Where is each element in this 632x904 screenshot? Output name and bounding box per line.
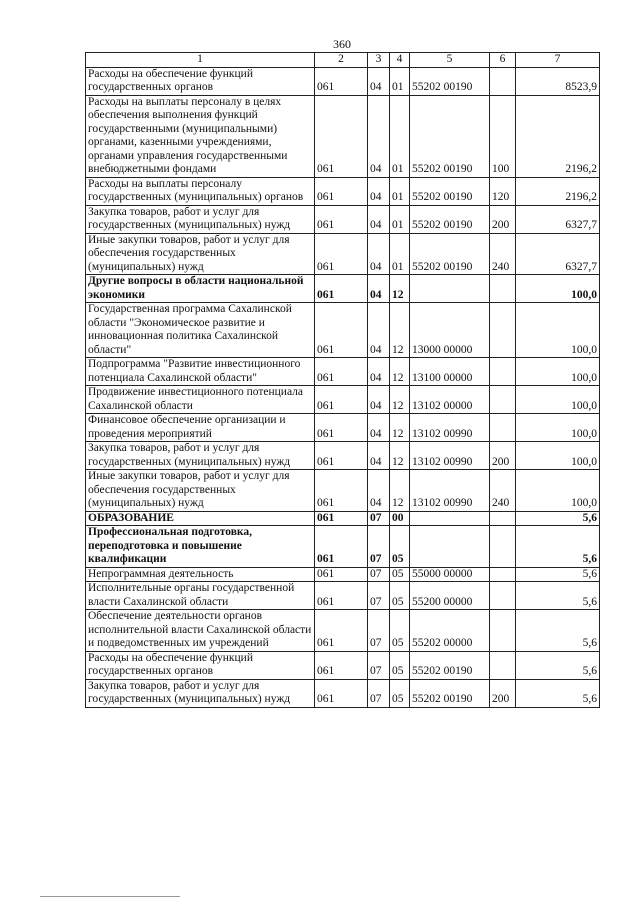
- table-row: [86, 511, 600, 526]
- cell-subsection: 12: [390, 442, 410, 470]
- cell-amount: 2196,2: [516, 177, 600, 205]
- cell-subsection: 05: [390, 567, 410, 582]
- cell-expense-type: 200: [490, 442, 516, 470]
- cell-amount: 6327,7: [516, 233, 600, 275]
- cell-subsection: 05: [390, 679, 410, 707]
- cell-section: 04: [368, 414, 390, 442]
- cell-amount: 100,0: [516, 470, 600, 512]
- column-header: 1: [86, 53, 315, 68]
- table-row: [86, 582, 600, 610]
- page-number: 360: [333, 37, 351, 51]
- table-row: [86, 651, 600, 679]
- cell-section: 04: [368, 470, 390, 512]
- row-name: Иные закупки товаров, работ и услуг для обеспечения государственных (муниципальных) нужд: [86, 470, 315, 512]
- row-name: Непрограммная деятельность: [86, 567, 315, 582]
- cell-expense-type: [490, 511, 516, 526]
- cell-amount: 5,6: [516, 610, 600, 652]
- cell-ministry-code: 061: [315, 233, 368, 275]
- cell-subsection: 01: [390, 233, 410, 275]
- cell-amount: 100,0: [516, 358, 600, 386]
- cell-section: 07: [368, 511, 390, 526]
- cell-expense-type: [490, 414, 516, 442]
- row-name: Расходы на обеспечение функций государственных органов: [86, 67, 315, 95]
- column-header: 4: [390, 53, 410, 68]
- cell-section: 04: [368, 95, 390, 177]
- cell-subsection: 12: [390, 386, 410, 414]
- cell-amount: 5,6: [516, 679, 600, 707]
- table-row: [86, 67, 600, 95]
- cell-subsection: 12: [390, 303, 410, 358]
- row-name: Расходы на обеспечение функций государственных органов: [86, 651, 315, 679]
- cell-subsection: 05: [390, 526, 410, 568]
- cell-target-article: 13102 00000: [410, 386, 490, 414]
- cell-ministry-code: 061: [315, 610, 368, 652]
- cell-expense-type: 200: [490, 679, 516, 707]
- cell-ministry-code: 061: [315, 651, 368, 679]
- column-header: 7: [516, 53, 600, 68]
- cell-ministry-code: 061: [315, 582, 368, 610]
- row-name: Государственная программа Сахалинской области "Экономическое развитие и инновационная политика Сахалинской области": [86, 303, 315, 358]
- cell-ministry-code: 061: [315, 205, 368, 233]
- cell-ministry-code: 061: [315, 386, 368, 414]
- cell-target-article: 55202 00190: [410, 651, 490, 679]
- cell-expense-type: [490, 610, 516, 652]
- table-row: [86, 95, 600, 177]
- cell-subsection: 12: [390, 470, 410, 512]
- table-row: [86, 233, 600, 275]
- column-header: 3: [368, 53, 390, 68]
- cell-amount: 5,6: [516, 567, 600, 582]
- cell-amount: 5,6: [516, 651, 600, 679]
- cell-ministry-code: 061: [315, 442, 368, 470]
- cell-ministry-code: 061: [315, 414, 368, 442]
- cell-expense-type: [490, 651, 516, 679]
- cell-amount: 5,6: [516, 526, 600, 568]
- row-name: Обеспечение деятельности органов исполнительной власти Сахалинской области и подведомственных им учреждений: [86, 610, 315, 652]
- row-name: ОБРАЗОВАНИЕ: [86, 511, 315, 526]
- table-row: [86, 470, 600, 512]
- row-name: Исполнительные органы государственной власти Сахалинской области: [86, 582, 315, 610]
- cell-subsection: 12: [390, 358, 410, 386]
- table-row: [86, 442, 600, 470]
- cell-ministry-code: 061: [315, 679, 368, 707]
- cell-target-article: 55202 00190: [410, 67, 490, 95]
- cell-target-article: 55202 00190: [410, 95, 490, 177]
- cell-target-article: 13100 00000: [410, 358, 490, 386]
- cell-target-article: 55202 00190: [410, 177, 490, 205]
- cell-subsection: 01: [390, 177, 410, 205]
- cell-subsection: 05: [390, 582, 410, 610]
- row-name: Финансовое обеспечение организации и проведения мероприятий: [86, 414, 315, 442]
- cell-amount: 6327,7: [516, 205, 600, 233]
- cell-expense-type: [490, 67, 516, 95]
- cell-expense-type: [490, 386, 516, 414]
- cell-expense-type: 240: [490, 233, 516, 275]
- cell-section: 04: [368, 303, 390, 358]
- cell-expense-type: [490, 567, 516, 582]
- cell-section: 04: [368, 442, 390, 470]
- table-row: [86, 358, 600, 386]
- cell-target-article: [410, 511, 490, 526]
- table-row: [86, 205, 600, 233]
- cell-section: 04: [368, 177, 390, 205]
- cell-section: 07: [368, 679, 390, 707]
- cell-subsection: 05: [390, 651, 410, 679]
- row-name: Продвижение инвестиционного потенциала Сахалинской области: [86, 386, 315, 414]
- cell-amount: 5,6: [516, 582, 600, 610]
- row-name: Профессиональная подготовка, переподготовка и повышение квалификации: [86, 526, 315, 568]
- row-name: Иные закупки товаров, работ и услуг для обеспечения государственных (муниципальных) нужд: [86, 233, 315, 275]
- cell-target-article: 55200 00000: [410, 582, 490, 610]
- cell-amount: 5,6: [516, 511, 600, 526]
- cell-ministry-code: 061: [315, 177, 368, 205]
- table-row: [86, 414, 600, 442]
- cell-target-article: [410, 275, 490, 303]
- cell-subsection: 00: [390, 511, 410, 526]
- cell-section: 07: [368, 582, 390, 610]
- row-name: Закупка товаров, работ и услуг для государственных (муниципальных) нужд: [86, 679, 315, 707]
- cell-ministry-code: 061: [315, 67, 368, 95]
- table-row: [86, 679, 600, 707]
- cell-target-article: 55202 00000: [410, 610, 490, 652]
- cell-ministry-code: 061: [315, 511, 368, 526]
- cell-amount: 100,0: [516, 442, 600, 470]
- cell-expense-type: [490, 582, 516, 610]
- row-name: Другие вопросы в области национальной экономики: [86, 275, 315, 303]
- cell-target-article: 55202 00190: [410, 233, 490, 275]
- cell-amount: 100,0: [516, 386, 600, 414]
- row-name: Закупка товаров, работ и услуг для государственных (муниципальных) нужд: [86, 442, 315, 470]
- cell-target-article: 13102 00990: [410, 470, 490, 512]
- cell-expense-type: 200: [490, 205, 516, 233]
- cell-section: 04: [368, 205, 390, 233]
- cell-expense-type: [490, 358, 516, 386]
- cell-subsection: 01: [390, 67, 410, 95]
- table-row: [86, 526, 600, 568]
- cell-ministry-code: 061: [315, 567, 368, 582]
- budget-table: [85, 52, 600, 708]
- table-row: [86, 610, 600, 652]
- cell-section: 04: [368, 67, 390, 95]
- table-row: [86, 386, 600, 414]
- cell-section: 04: [368, 358, 390, 386]
- cell-amount: 100,0: [516, 303, 600, 358]
- cell-expense-type: [490, 303, 516, 358]
- table-row: [86, 177, 600, 205]
- cell-amount: 100,0: [516, 414, 600, 442]
- cell-expense-type: 100: [490, 95, 516, 177]
- cell-target-article: [410, 526, 490, 568]
- footer-rule: [40, 896, 180, 897]
- table-row: [86, 567, 600, 582]
- cell-subsection: 01: [390, 95, 410, 177]
- cell-target-article: 55202 00190: [410, 205, 490, 233]
- cell-expense-type: [490, 526, 516, 568]
- row-name: Расходы на выплаты персоналу государственных (муниципальных) органов: [86, 177, 315, 205]
- cell-section: 07: [368, 610, 390, 652]
- column-header: 6: [490, 53, 516, 68]
- cell-section: 04: [368, 233, 390, 275]
- cell-target-article: 55202 00190: [410, 679, 490, 707]
- row-name: Подпрограмма "Развитие инвестиционного потенциала Сахалинской области": [86, 358, 315, 386]
- cell-amount: 2196,2: [516, 95, 600, 177]
- cell-ministry-code: 061: [315, 303, 368, 358]
- cell-ministry-code: 061: [315, 470, 368, 512]
- cell-ministry-code: 061: [315, 526, 368, 568]
- cell-expense-type: [490, 275, 516, 303]
- header-row: [86, 53, 600, 68]
- cell-subsection: 05: [390, 610, 410, 652]
- column-header: 5: [410, 53, 490, 68]
- cell-section: 07: [368, 567, 390, 582]
- cell-section: 07: [368, 526, 390, 568]
- cell-target-article: 13000 00000: [410, 303, 490, 358]
- cell-ministry-code: 061: [315, 275, 368, 303]
- row-name: Расходы на выплаты персоналу в целях обеспечения выполнения функций государственными (муниципальными) органами, казенными учреждениями, органами управления государственными внебюджетными фондами: [86, 95, 315, 177]
- cell-amount: 8523,9: [516, 67, 600, 95]
- cell-expense-type: 240: [490, 470, 516, 512]
- cell-target-article: 55000 00000: [410, 567, 490, 582]
- cell-ministry-code: 061: [315, 358, 368, 386]
- table-row: [86, 275, 600, 303]
- table-row: [86, 303, 600, 358]
- cell-expense-type: 120: [490, 177, 516, 205]
- column-header: 2: [315, 53, 368, 68]
- cell-subsection: 01: [390, 205, 410, 233]
- cell-target-article: 13102 00990: [410, 442, 490, 470]
- cell-ministry-code: 061: [315, 95, 368, 177]
- cell-section: 07: [368, 651, 390, 679]
- cell-section: 04: [368, 386, 390, 414]
- row-name: Закупка товаров, работ и услуг для государственных (муниципальных) нужд: [86, 205, 315, 233]
- cell-subsection: 12: [390, 275, 410, 303]
- cell-subsection: 12: [390, 414, 410, 442]
- cell-amount: 100,0: [516, 275, 600, 303]
- cell-target-article: 13102 00990: [410, 414, 490, 442]
- cell-section: 04: [368, 275, 390, 303]
